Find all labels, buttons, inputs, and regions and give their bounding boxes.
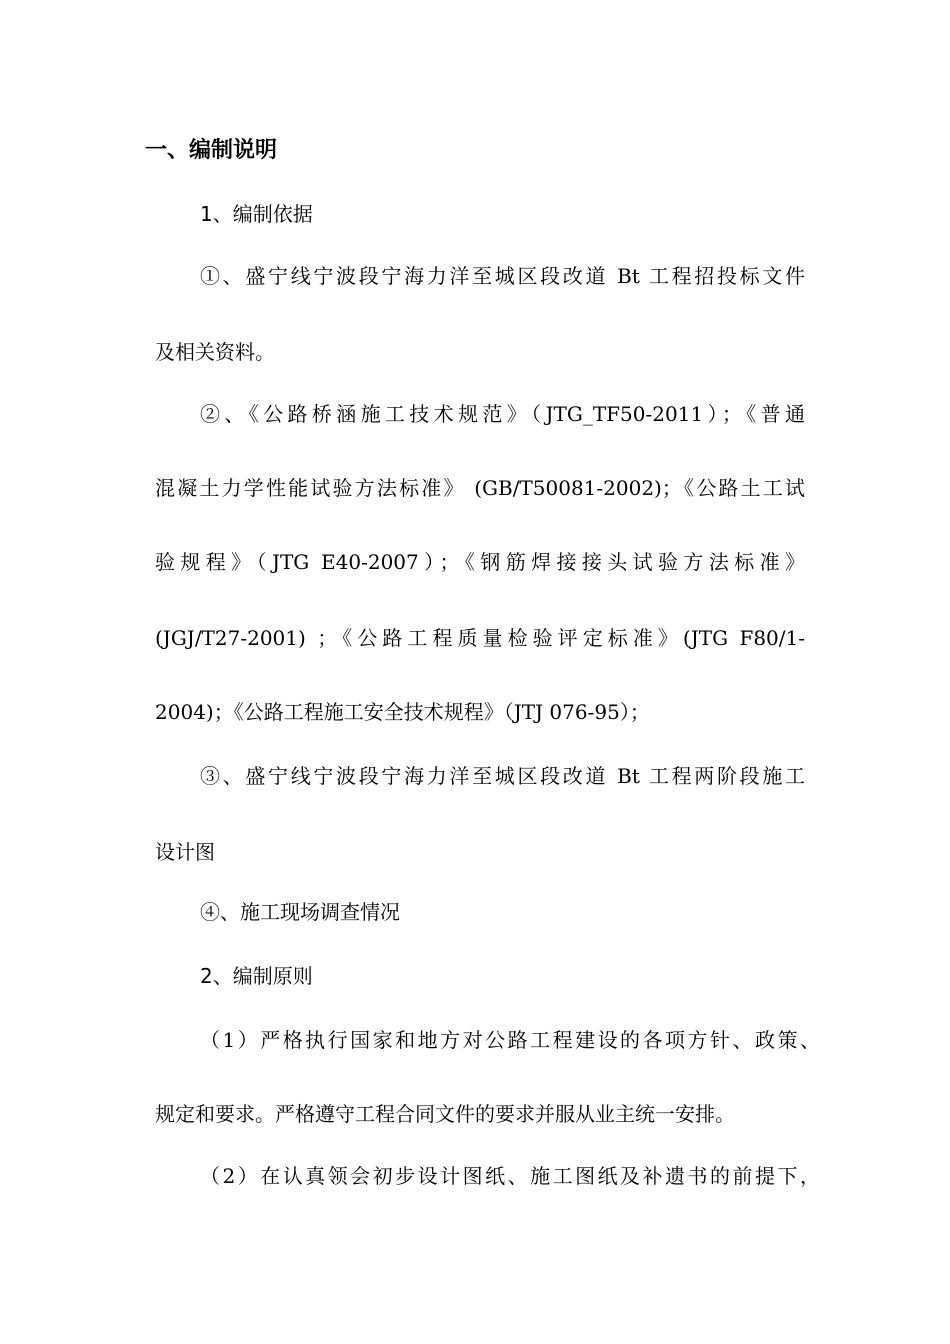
basis-item-2-line-4: (JGJ/T27-2001) ；《公路工程质量检验评定标准》(JTG F80/1- [155, 626, 805, 650]
basis-item-2-line-2: 混凝土力学性能试验方法标准》 (GB/T50081-2002)；《公路土工试 [155, 476, 805, 500]
basis-item-1-line-2: 及相关资料。 [155, 340, 275, 364]
principle-1-line-2: 规定和要求。严格遵守工程合同文件的要求并服从业主统一安排。 [155, 1102, 735, 1126]
section-heading: 一、编制说明 [145, 138, 278, 163]
basis-item-3-line-1: ③、盛宁线宁波段宁海力洋至城区段改道 Bt 工程两阶段施工 [200, 764, 805, 788]
basis-item-2-line-3: 验规程》（JTG E40-2007）；《钢筋焊接接头试验方法标准》 [155, 550, 805, 574]
subsection-title-principles: 2、编制原则 [200, 964, 313, 988]
basis-item-2-line-1: ②、《公路桥涵施工技术规范》（JTG_TF50-2011）；《普通 [200, 402, 805, 426]
subsection-title-basis: 1、编制依据 [200, 202, 313, 226]
basis-item-2-line-5: 2004)；《公路工程施工安全技术规程》（JTJ 076-95）； [155, 700, 650, 724]
principle-1-line-1: （1）严格执行国家和地方对公路工程建设的各项方针、政策、 [200, 1028, 820, 1052]
basis-item-4-line-1: ④、施工现场调查情况 [200, 900, 400, 924]
basis-item-1-line-1: ①、盛宁线宁波段宁海力洋至城区段改道 Bt 工程招投标文件 [200, 264, 805, 288]
basis-item-3-line-2: 设计图 [155, 840, 215, 864]
principle-2-line-1: （2）在认真领会初步设计图纸、施工图纸及补遗书的前提下， [200, 1164, 820, 1188]
